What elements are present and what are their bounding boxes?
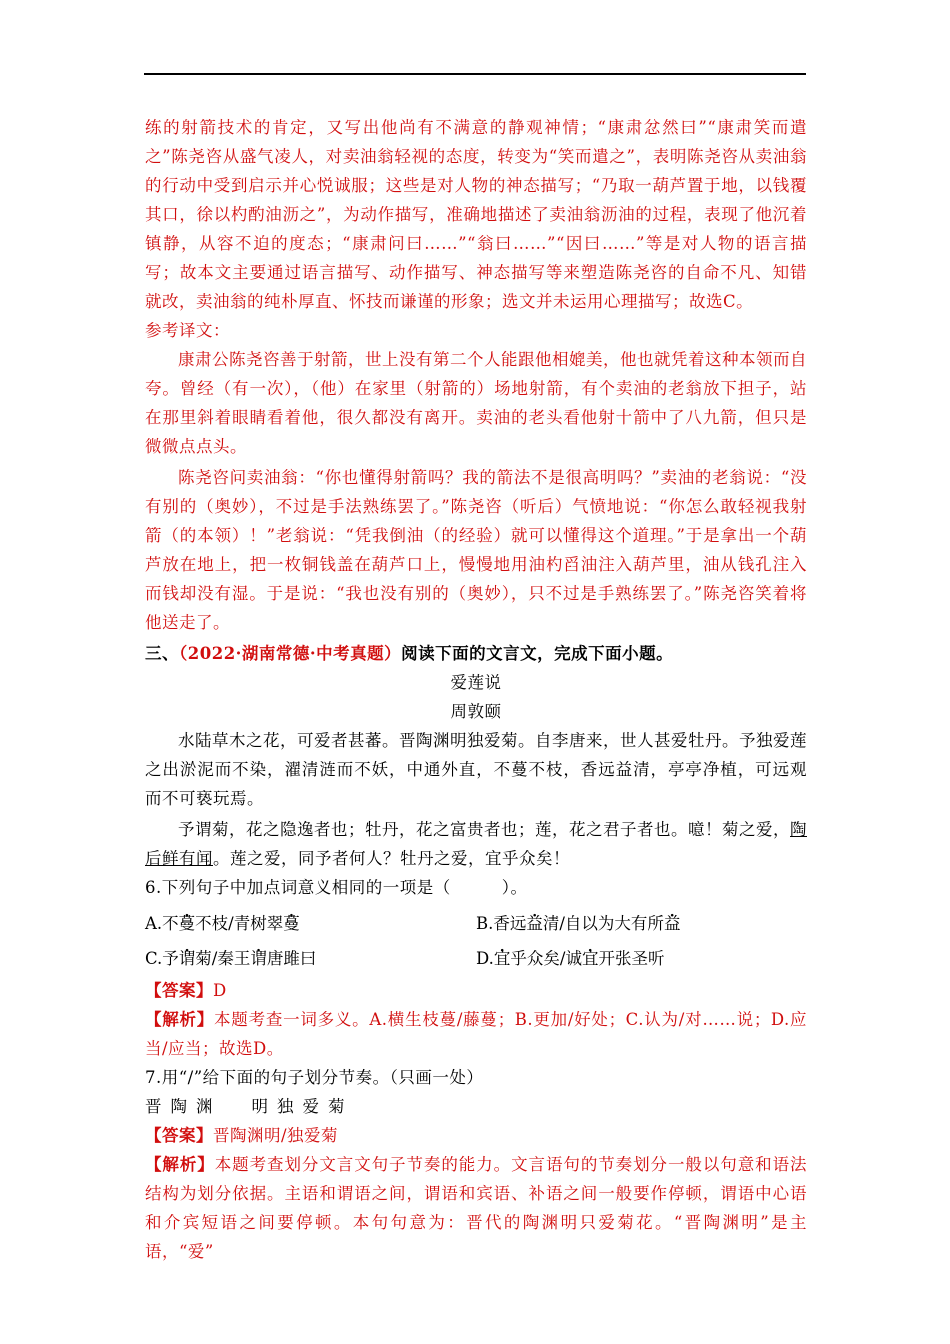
question-7-answer: 【答案】晋陶渊明/独爱菊: [145, 1126, 339, 1145]
question-6-analysis: 【解析】本题考查一词多义。A.横生枝蔓/藤蔓；B.更加/好处；C.认为/对……说；D.应当/应当；故选D。: [145, 1010, 807, 1058]
section-heading: [145, 639, 807, 668]
option-b: B.香远益清/自以为大有所益: [476, 914, 681, 933]
question-6-options-row-1: [145, 906, 807, 941]
section-instruction: 阅读下面的文言文，完成下面小题。: [401, 644, 674, 663]
option-c: C.予谓菊/秦王谓唐雎曰: [145, 949, 317, 968]
question-7-sentence: 晋陶渊 明独爱菊: [145, 1097, 354, 1116]
translation-paragraph-2: 陈尧咨问卖油翁：“你也懂得射箭吗？我的箭法不是很高明吗？”卖油的老翁说：“没有别的（奥妙），不过是手法熟练罢了。”陈尧咨（听后）气愤地说：“你怎么敢轻视我射箭（的本领）！”老翁说：“凭我倒油（的经验）就可以懂得这个道理。”于是拿出一个葫芦放在地上，把一枚铜钱盖在葫芦口上，慢慢地用油杓舀油注入葫芦里，油从钱孔注入而钱却没有湿。于是说：“我也没有别的（奥妙），只不过是手熟练罢了。”陈尧咨笑着将他送走了。: [145, 468, 807, 632]
poem-title: 爱莲说: [450, 673, 502, 692]
translation-paragraph-1: 康肃公陈尧咨善于射箭，世上没有第二个人能跟他相媲美，他也就凭着这种本领而自夸。曾经（有一次），（他）在家里（射箭的）场地射箭，有个卖油的老翁放下担子，站在那里斜着眼睛看着他，很久都没有离开。卖油的老头看他射十箭中了八九箭，但只是微微点点头。: [145, 350, 807, 456]
analysis-continuation: 练的射箭技术的肯定，又写出他尚有不满意的静观神情；“康肃忿然曰”“康肃笑而遣之”陈尧咨从盛气凌人，对卖油翁轻视的态度，转变为“笑而遣之”，表明陈尧咨从卖油翁的行动中受到启示并心悦诚服；这些是对人物的神态描写；“乃取一葫芦置于地，以钱覆其口，徐以杓酌油沥之”，为动作描写，准确地描述了卖油翁沥油的过程，表现了他沉着镇静，从容不迫的度态；“康肃问曰……”“翁曰……”“因曰……”等是对人物的语言描写；故本文主要通过语言描写、动作描写、神态描写等来塑造陈尧咨的自命不凡、知错就改，卖油翁的纯朴厚直、怀技而谦谨的形象；选文并未运用心理描写；故选C。: [145, 118, 807, 311]
poem-author: 周敦颐: [450, 702, 502, 721]
question-7-analysis: 【解析】本题考查划分文言文句子节奏的能力。文言语句的节奏划分一般以句意和语法结构为划分依据。主语和谓语之间，谓语和宾语、补语之间一般要作停顿，谓语中心语和介宾短语之间要停顿。本句句意为：晋代的陶渊明只爱菊花。“晋陶渊明”是主语，“爱”: [145, 1155, 808, 1261]
poem-paragraph-2: 予谓菊，花之隐逸者也；牡丹，花之富贵者也；莲，花之君子者也。噫！菊之爱，陶后鲜有闻。莲之爱，同予者何人？牡丹之爱，宜乎众矣！: [145, 820, 807, 868]
translation-label: 参考译文：: [145, 321, 230, 340]
section-source: （2022·湖南常德·中考真题）: [179, 644, 402, 663]
poem-paragraph-1: 水陆草木之花，可爱者甚蕃。晋陶渊明独爱菊。自李唐来，世人甚爱牡丹。予独爱莲之出淤泥而不染，濯清涟而不妖，中通外直，不蔓不枝，香远益清，亭亭净植，可远观而不可亵玩焉。: [145, 731, 807, 808]
header-rule: [144, 73, 806, 75]
underlined-phrase: 陶后鲜有闻: [145, 820, 807, 868]
option-d: D.宜乎众矣/诚宜开张圣听: [476, 949, 665, 968]
question-6-answer: 【答案】D: [145, 981, 227, 1000]
option-a: A.不蔓不枝/青树翠蔓: [145, 914, 300, 933]
section-number: 三、: [145, 644, 179, 663]
question-6-stem: 6.下列句子中加点词意义相同的一项是（ ）。: [145, 878, 528, 897]
document-body: [145, 113, 807, 1266]
question-7-stem: 7.用“/”给下面的句子划分节奏。（只画一处）: [145, 1068, 484, 1087]
question-6-options-row-2: [145, 941, 807, 976]
